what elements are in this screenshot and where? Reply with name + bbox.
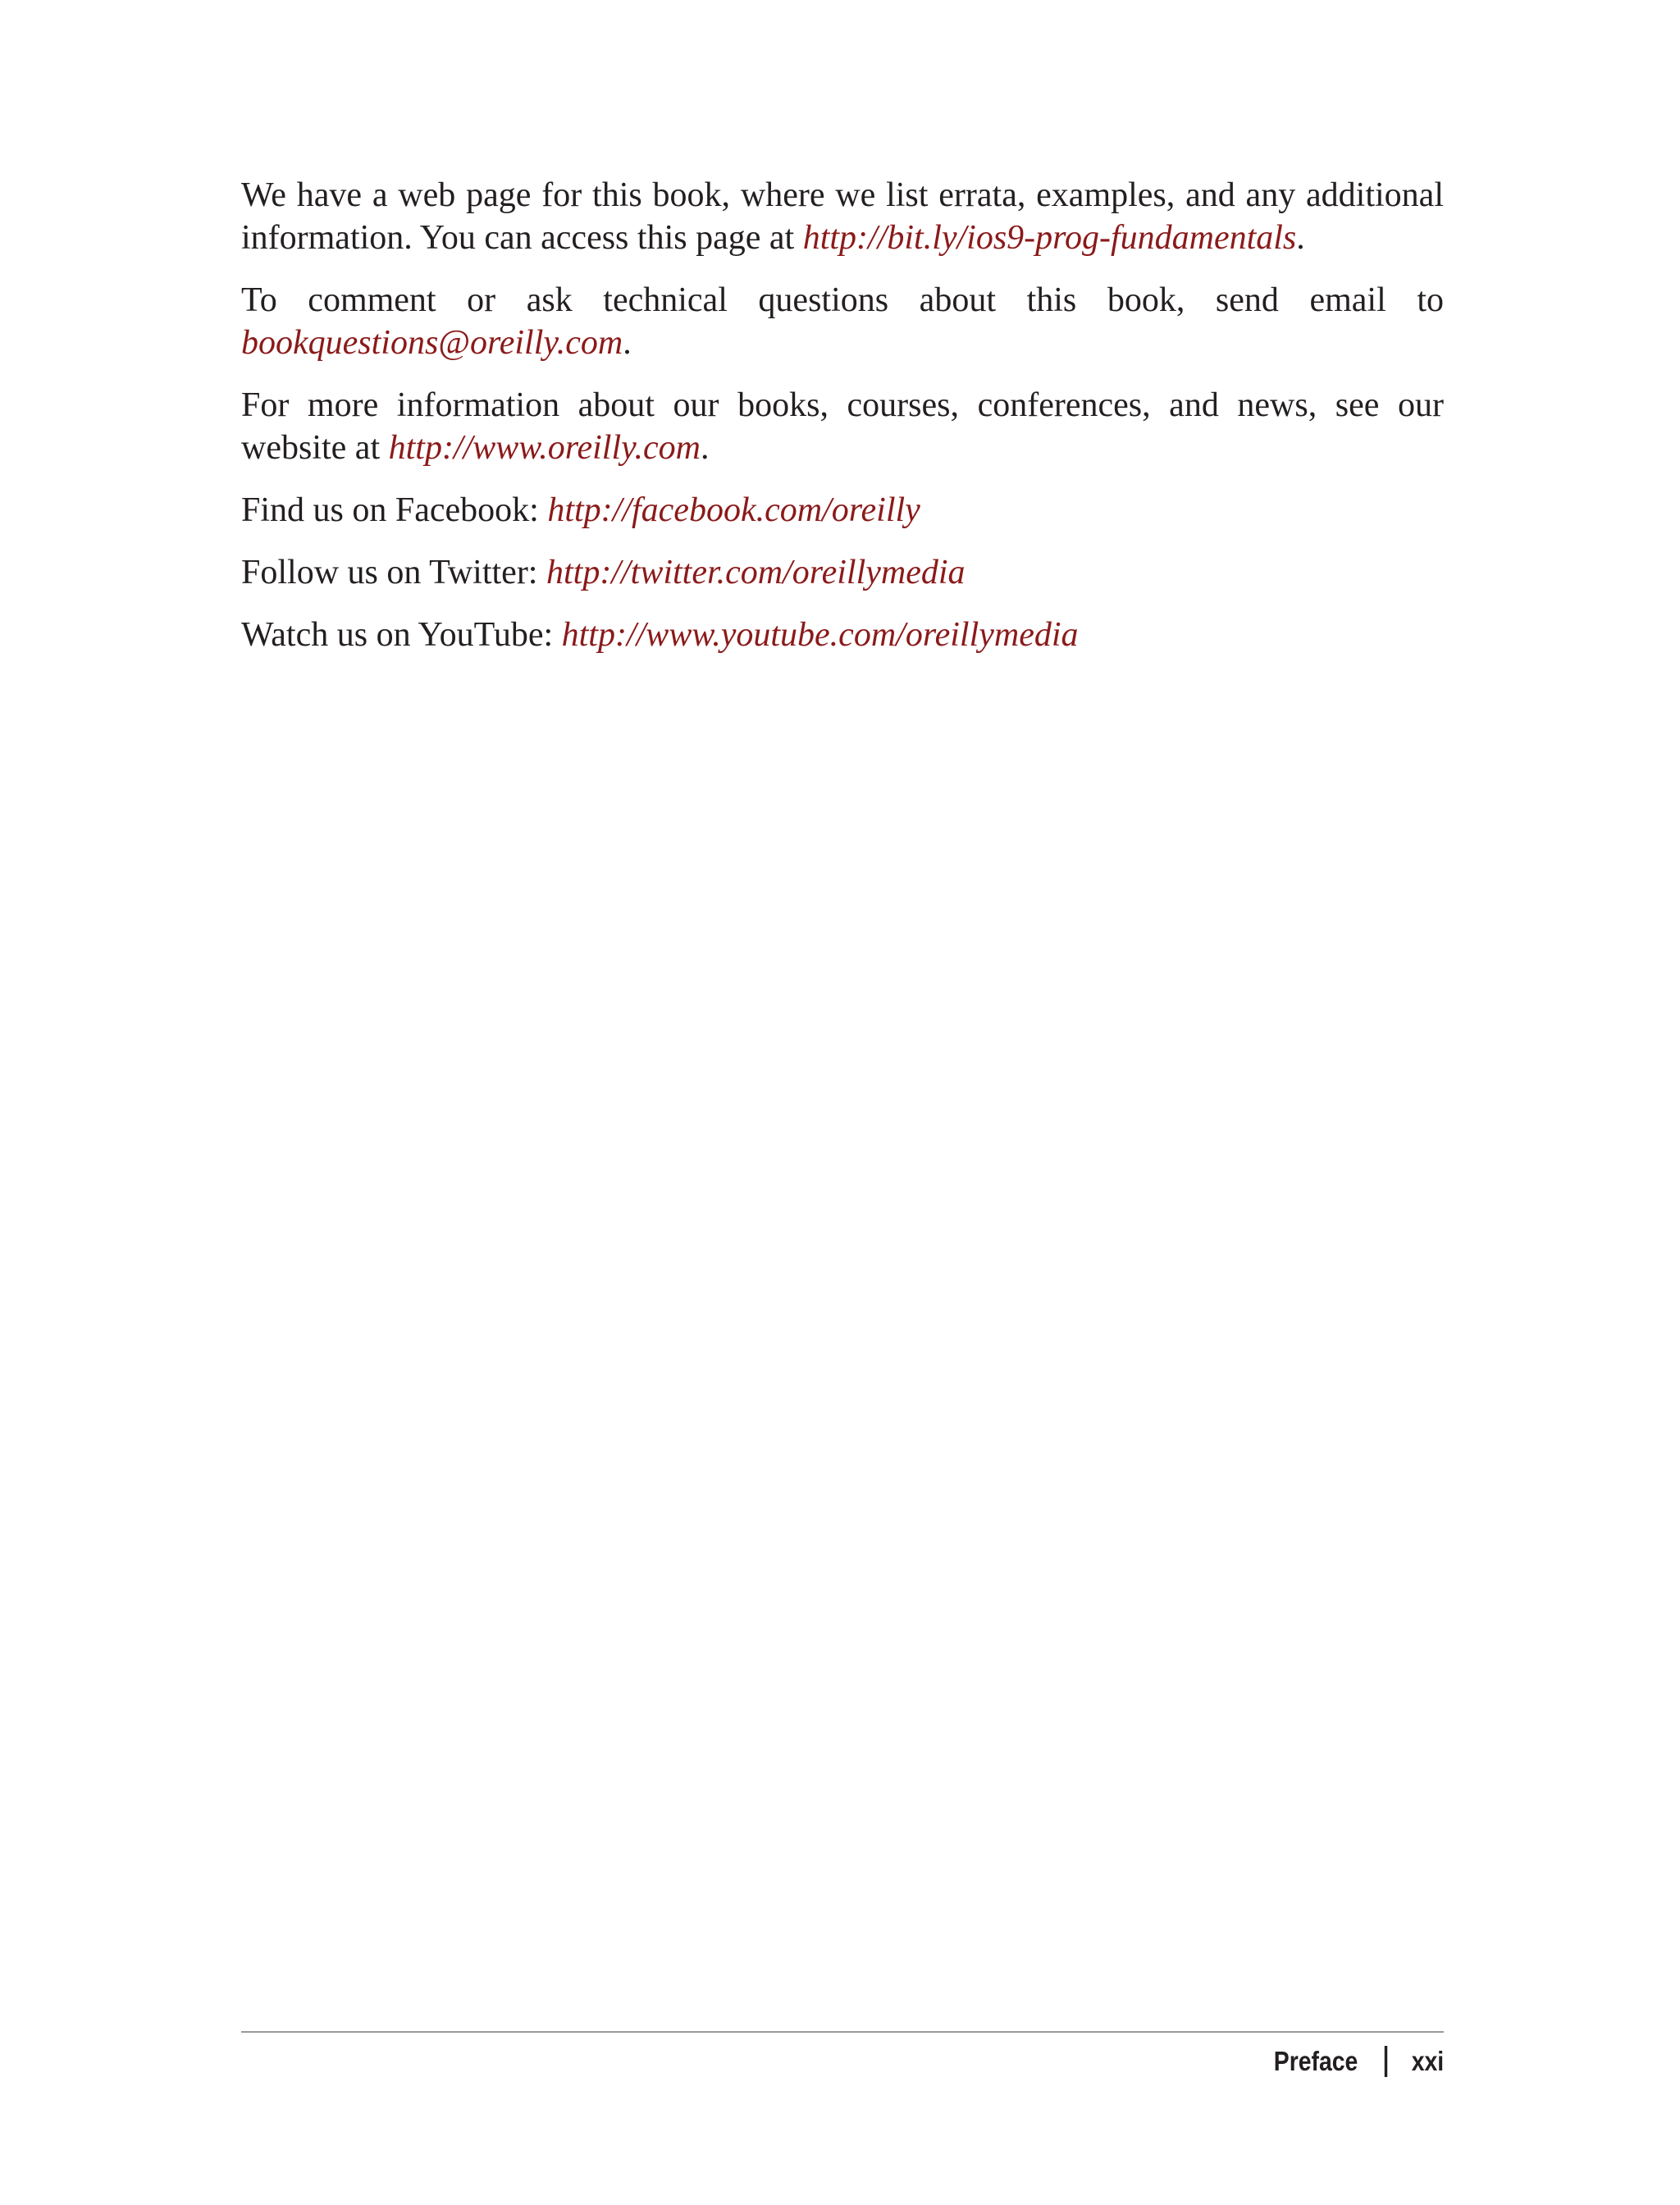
youtube-text: Watch us on YouTube: — [241, 616, 562, 654]
web-page-paragraph — [241, 174, 1444, 259]
more-info-paragraph — [241, 384, 1444, 469]
footer-page-number: xxi — [1411, 2046, 1444, 2076]
comment-paragraph — [241, 279, 1444, 364]
web-page-text-end: . — [1296, 219, 1305, 257]
twitter-text: Follow us on Twitter: — [241, 554, 546, 591]
facebook-text: Find us on Facebook: — [241, 491, 548, 529]
youtube-link[interactable]: http://www.youtube.com/oreillymedia — [561, 616, 1079, 654]
facebook-link[interactable]: http://facebook.com/oreilly — [547, 491, 920, 529]
comment-text: To comment or ask technical questions about this book, send email to — [241, 281, 1444, 319]
page-footer — [1274, 2041, 1444, 2082]
errata-link[interactable]: http://bit.ly/ios9-prog-fundamentals — [802, 219, 1297, 257]
comment-text-end: . — [623, 324, 632, 362]
youtube-paragraph — [241, 614, 1444, 656]
twitter-link[interactable]: http://twitter.com/oreillymedia — [546, 554, 966, 591]
footer-divider — [241, 2031, 1444, 2033]
twitter-paragraph — [241, 551, 1444, 594]
web-page-text: We have a web page for this book, where we list errata, examples, and any additional information. You can access this page at — [241, 176, 1444, 257]
email-link[interactable]: bookquestions@oreilly.com — [241, 324, 623, 362]
footer-separator — [1385, 2046, 1387, 2077]
more-info-text: For more information about our books, courses, conferences, and news, see our website at — [241, 386, 1444, 467]
footer-section-title: Preface — [1273, 2046, 1358, 2076]
page-body — [241, 174, 1444, 676]
more-info-text-end: . — [700, 429, 710, 467]
website-link[interactable]: http://www.oreilly.com — [388, 429, 701, 467]
facebook-paragraph — [241, 489, 1444, 532]
